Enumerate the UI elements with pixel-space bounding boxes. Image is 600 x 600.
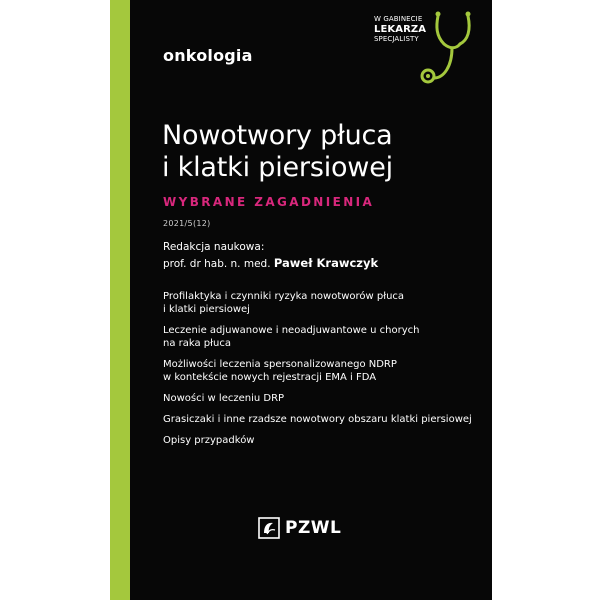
topic-item: Opisy przypadków	[163, 435, 255, 446]
book-title-line-2: i klatki piersiowej	[162, 152, 393, 183]
series-line-2: LEKARZA	[374, 24, 427, 35]
pzwl-logo-icon	[258, 517, 280, 539]
book-cover	[110, 0, 492, 600]
category-label: onkologia	[163, 46, 253, 65]
editor-title: prof. dr hab. n. med.	[163, 258, 271, 270]
topic-item: Możliwości leczenia spersonalizowanego NDRP w kontekście nowych rejestracji EMA i FDA	[163, 359, 397, 383]
book-title	[162, 120, 482, 184]
editor-line	[163, 256, 378, 270]
publisher-name: PZWL	[285, 518, 342, 538]
book-title-line-1: Nowotwory płuca	[162, 120, 393, 151]
green-spine-strip	[110, 0, 130, 600]
topic-item: Grasiczaki i inne rzadsze nowotwory obszaru klatki piersiowej	[163, 414, 472, 425]
publisher-brand	[258, 517, 341, 539]
editor-label: Redakcja naukowa:	[163, 241, 265, 253]
series-line-3: SPECJALISTY	[374, 35, 419, 43]
topic-item: Leczenie adjuwanowe i neoadjuwantowe u chorych na raka płuca	[163, 325, 420, 349]
series-line-1: W GABINECIE	[374, 15, 423, 23]
editor-name: Paweł Krawczyk	[273, 256, 379, 270]
topics-list	[163, 290, 483, 455]
topic-item: Profilaktyka i czynniki ryzyka nowotworów płuca i klatki piersiowej	[163, 291, 405, 315]
topic-item: Nowości w leczeniu DRP	[163, 393, 285, 404]
book-subtitle: WYBRANE ZAGADNIENIA	[163, 195, 375, 209]
stethoscope-icon	[414, 6, 480, 86]
issue-number: 2021/5(12)	[163, 219, 211, 228]
